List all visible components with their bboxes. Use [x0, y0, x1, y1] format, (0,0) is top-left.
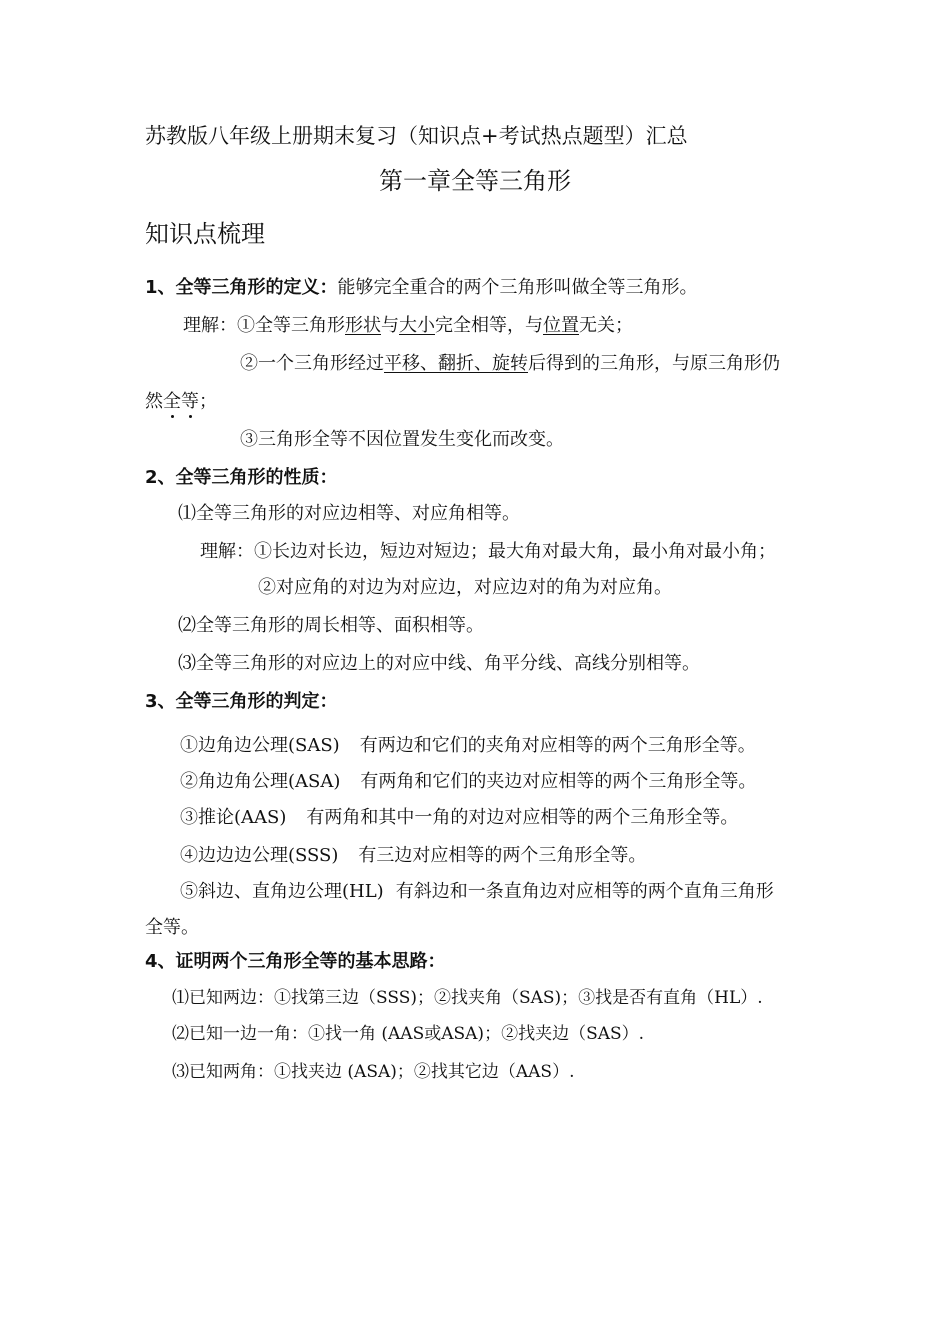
- underlined-term: 形状: [345, 315, 381, 336]
- criterion-name: ①边角边公理(SAS): [180, 735, 340, 756]
- criterion-text: 有斜边和一条直角边对应相等的两个直角三角形: [395, 881, 774, 902]
- criterion-name: ⑤斜边、直角边公理(HL): [180, 881, 384, 902]
- criterion-name: ②角边角公理(ASA): [180, 771, 341, 792]
- criterion-sas: [180, 734, 756, 758]
- chapter-title: 第一章全等三角形: [379, 167, 571, 195]
- understanding-text: 无关；: [579, 315, 633, 336]
- properties-heading: 2、全等三角形的性质：: [145, 467, 338, 488]
- understanding-text: ①全等三角形: [237, 315, 345, 336]
- criterion-text: 有两角和它们的夹边对应相等的两个三角形全等。: [360, 771, 757, 792]
- definition-paragraph: [145, 276, 698, 300]
- proof-ideas-heading: 4、证明两个三角形全等的基本思路：: [145, 951, 446, 972]
- property-understanding-2: ②对应角的对边为对应边，对应边对的角为对应角。: [258, 577, 672, 598]
- understanding-line-2: [240, 352, 780, 376]
- property-3: ⑶全等三角形的对应边上的对应中线、角平分线、高线分别相等。: [178, 653, 700, 674]
- property-understanding-1: [200, 540, 776, 564]
- understanding-text: 后得到的三角形，与原三角形仍: [528, 353, 780, 374]
- understanding-line-3: ③三角形全等不因位置发生变化而改变。: [240, 429, 564, 450]
- underlined-term: 平移、翻折、旋转: [384, 353, 528, 374]
- definition-text: 能够完全重合的两个三角形叫做全等三角形。: [337, 277, 698, 298]
- criterion-asa: [180, 770, 756, 794]
- criterion-text: 有两角和其中一角的对边对应相等的两个三角形全等。: [306, 807, 739, 828]
- section-heading: 知识点梳理: [145, 220, 265, 248]
- emphasis-dot-char: 等: [181, 391, 199, 412]
- understanding-line-2-cont: [145, 390, 217, 414]
- understanding-text: 与: [381, 315, 399, 336]
- understanding-text: ②一个三角形经过: [240, 353, 384, 374]
- criteria-heading: 3、全等三角形的判定：: [145, 691, 338, 712]
- criterion-name: ③推论(AAS): [180, 807, 287, 828]
- understanding-label: 理解：: [200, 541, 254, 562]
- criterion-text: 有三边对应相等的两个三角形全等。: [358, 845, 647, 866]
- criterion-aas: [180, 806, 738, 830]
- understanding-label: 理解：: [183, 315, 237, 336]
- underlined-term: 位置: [543, 315, 579, 336]
- underlined-term: 大小: [399, 315, 435, 336]
- criterion-text: 有两边和它们的夹角对应相等的两个三角形全等。: [359, 735, 756, 756]
- criterion-name: ④边边边公理(SSS): [180, 845, 339, 866]
- document-title: 苏教版八年级上册期末复习（知识点+考试热点题型）汇总: [145, 124, 688, 148]
- understanding-text: ；: [199, 391, 217, 412]
- criterion-hl: [180, 880, 774, 904]
- proof-idea-3: ⑶已知两角：①找夹边 (ASA)；②找其它边（AAS）.: [172, 1062, 575, 1082]
- emphasis-dot-char: 全: [163, 391, 181, 412]
- property-2: ⑵全等三角形的周长相等、面积相等。: [178, 615, 484, 636]
- proof-idea-2: ⑵已知一边一角：①找一角 (AAS或ASA)；②找夹边（SAS）.: [172, 1024, 645, 1044]
- understanding-text: 完全相等，与: [435, 315, 543, 336]
- criterion-hl-cont: 全等。: [145, 917, 199, 938]
- understanding-text: ①长边对长边，短边对短边；最大角对最大角，最小角对最小角；: [254, 541, 776, 562]
- property-1: ⑴全等三角形的对应边相等、对应角相等。: [178, 503, 520, 524]
- criterion-sss: [180, 844, 646, 868]
- proof-idea-1: ⑴已知两边：①找第三边（SSS)；②找夹角（SAS)；③找是否有直角（HL）.: [172, 988, 763, 1008]
- definition-heading: 1、全等三角形的定义：: [145, 277, 338, 298]
- understanding-text: 然: [145, 391, 163, 412]
- understanding-line-1: [183, 314, 633, 338]
